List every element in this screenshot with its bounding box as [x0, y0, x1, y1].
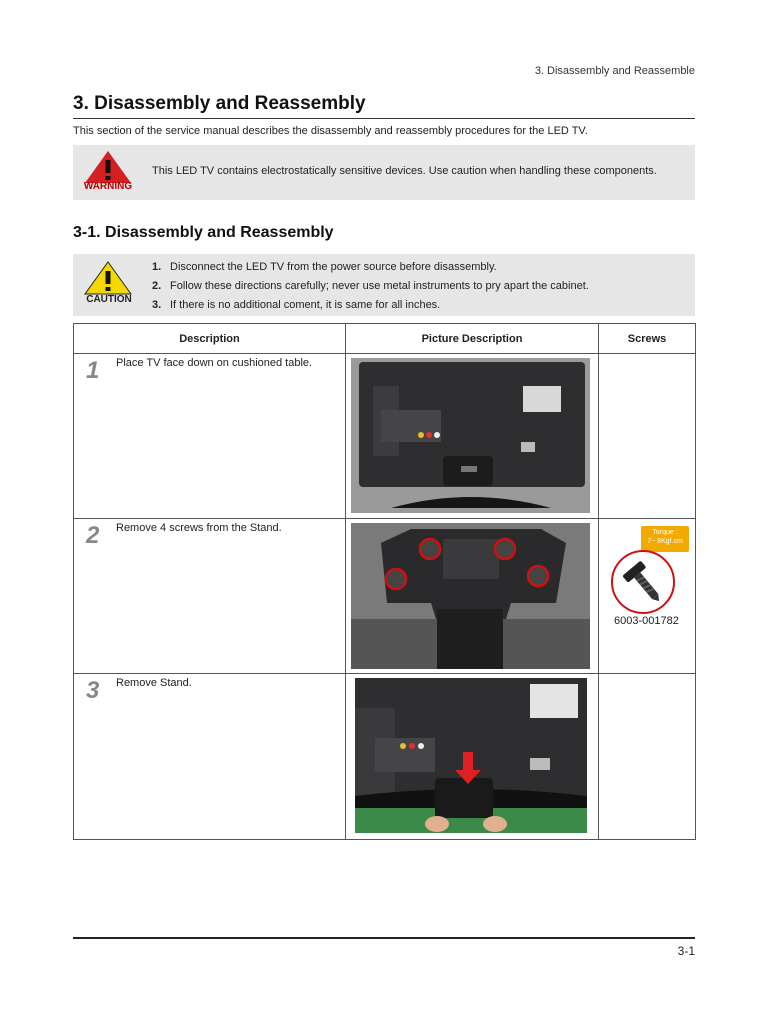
step-number: 3 [86, 677, 100, 704]
step-picture-cell [346, 354, 599, 519]
caution-item: 2. Follow these directions carefully; never use metal instruments to pry apart the cabinet. [152, 280, 589, 292]
table-row [74, 674, 696, 840]
screw-icon [611, 550, 675, 614]
step-screws-cell [599, 354, 696, 519]
col-header-screws: Screws [599, 324, 696, 354]
caution-box [73, 254, 695, 316]
caution-list [152, 260, 589, 317]
steps-table [73, 323, 696, 840]
step-screws-cell [599, 519, 696, 674]
step-description-cell [74, 519, 346, 674]
warning-text: This LED TV contains electrostatically sensitive devices. Use caution when handling these components. [152, 165, 657, 177]
warning-box [73, 145, 695, 200]
col-header-picture: Picture Description [346, 324, 599, 354]
step-number: 1 [86, 357, 100, 384]
step-number: 2 [86, 522, 100, 549]
footer-rule [73, 937, 695, 939]
table-header-row [74, 324, 696, 354]
step-description: Remove 4 screws from the Stand. [116, 522, 282, 534]
table-row [74, 519, 696, 674]
step-description: Remove Stand. [116, 677, 192, 689]
col-header-description: Description [74, 324, 346, 354]
section-subtitle: 3-1. Disassembly and Reassembly [73, 224, 334, 241]
tv-back-photo [351, 358, 590, 513]
torque-badge: Torque : 7~ 8Kgf.cm [641, 526, 689, 552]
title-rule [73, 118, 695, 119]
step-picture-cell [346, 674, 599, 840]
running-header: 3. Disassembly and Reassemble [534, 65, 695, 77]
remove-stand-photo [355, 678, 587, 833]
stand-screws-photo [351, 523, 590, 669]
step-screws-cell [599, 674, 696, 840]
page-title: 3. Disassembly and Reassembly [73, 93, 366, 114]
page-number: 3-1 [677, 944, 695, 958]
caution-item: 3. If there is no additional coment, it is same for all inches. [152, 299, 441, 311]
caution-label: CAUTION [86, 294, 132, 305]
screw-part-number: 6003-001782 [614, 615, 679, 627]
step-description-cell [74, 674, 346, 840]
table-row [74, 354, 696, 519]
caution-item: 1. Disconnect the LED TV from the power source before disassembly. [152, 261, 497, 273]
intro-text: This section of the service manual describes the disassembly and reassembly procedures for the LED TV. [73, 125, 588, 137]
step-description: Place TV face down on cushioned table. [116, 357, 313, 369]
step-description-cell [74, 354, 346, 519]
step-picture-cell [346, 519, 599, 674]
warning-label: WARNING [83, 181, 133, 192]
